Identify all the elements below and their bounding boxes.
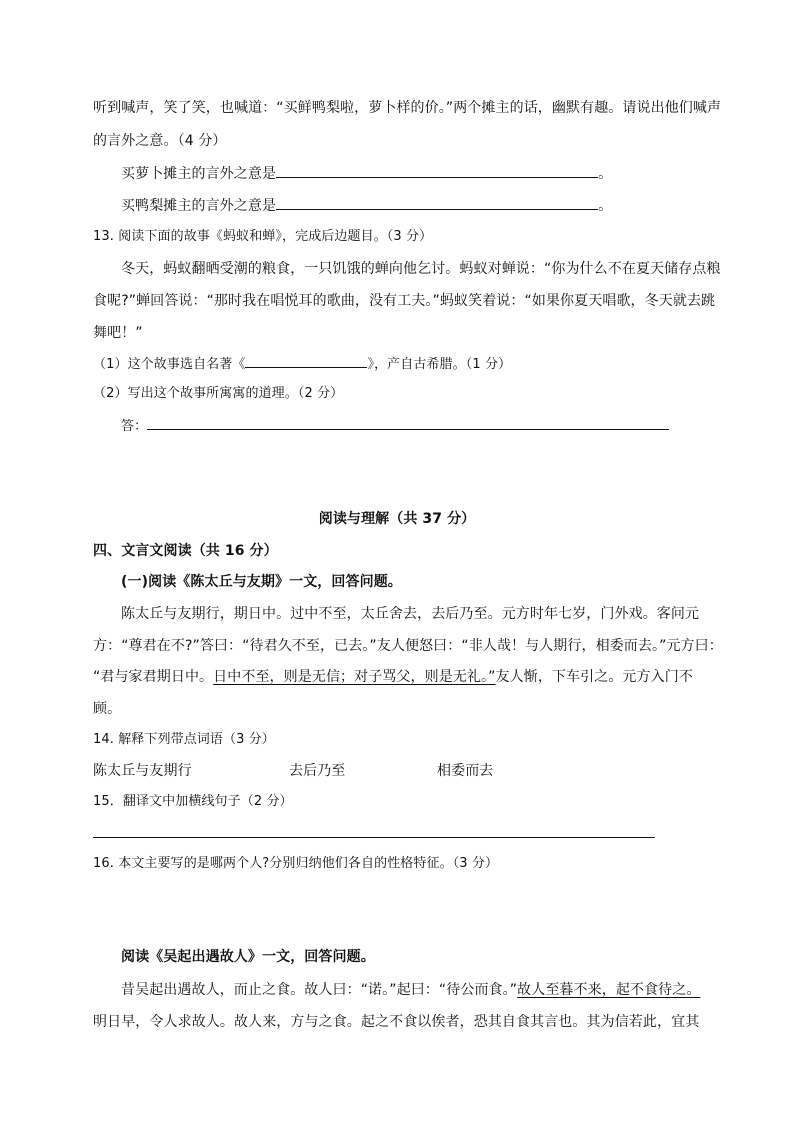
q13-sub-1-post: 》，产自古希腊。（1 分） <box>367 357 512 372</box>
passage-1-underlined-sentence: 日中不至，则是无信；对子骂父，则是无礼。” <box>213 669 496 685</box>
q13-answer-label: 答： <box>121 419 148 434</box>
passage-1-line-3 <box>93 667 693 687</box>
q12-answer-a-end: 。 <box>598 166 613 182</box>
q15-answer-line[interactable] <box>93 837 655 838</box>
passage-1-line-4: 顾。 <box>93 701 122 717</box>
q12-answer-a <box>121 163 612 184</box>
passage-2-line-1-pre: 昔吴起出遇故人，而止之食。故人曰：“诺。”起曰：“待公而食。” <box>121 982 518 998</box>
q12-answer-b-end: 。 <box>598 198 613 214</box>
q12-line-1: 听到喊声，笑了笑，也喊道：“买鲜鸭梨啦，萝卜样的价。”两个摊主的话，幽默有趣。请说出他们喊声 <box>93 100 722 116</box>
passage-1-line-1: 陈太丘与友期行，期日中。过中不至，太丘舍去，去后乃至。元方时年七岁，门外戏。客问元 <box>121 606 700 622</box>
passage-2-line-2: 明日早，令人求故人。故人来，方与之食。起之不食以俟者，恐其自食其言也。其为信若此，宜其 <box>93 1014 700 1030</box>
q16-heading: 16. 本文主要写的是哪两个人?分别归纳他们各自的性格特征。（3 分） <box>93 856 499 871</box>
q14-heading: 14. 解释下列带点词语（3 分） <box>93 732 275 747</box>
q15-heading: 15．翻译文中加横线句子（2 分） <box>93 794 293 809</box>
q12-answer-b-label: 买鸭梨摊主的言外之意是 <box>121 198 277 214</box>
q14-item-3: 相委而去 <box>437 763 494 779</box>
q13-story-line-1: 冬天，蚂蚁翻晒受潮的粮食，一只饥饿的蝉向他乞讨。蚂蚁对蝉说：“你为什么不在夏天储存点粮 <box>121 261 721 277</box>
q13-sub-1-blank[interactable] <box>245 353 367 368</box>
q13-heading: 13. 阅读下面的故事《蚂蚁和蝉》，完成后边题目。（3 分） <box>93 229 433 244</box>
q13-story-line-3: 舞吧！” <box>93 325 143 341</box>
passage-1-line-3-post: 友人惭，下车引之。元方入门不 <box>495 669 693 685</box>
q12-line-2: 的言外之意。（4 分） <box>93 133 227 149</box>
q14-item-2: 去后乃至 <box>289 763 346 779</box>
passage-1-line-2: 方：“尊君在不?”答曰：“待君久不至，已去。”友人便怒曰：“非人哉！与人期行，相委而去。”元方曰： <box>93 638 723 654</box>
passage-2-underlined-sentence: 故人至暮不来，起不食待之。 <box>517 982 701 998</box>
q13-sub-1 <box>93 353 511 375</box>
q12-answer-b-blank[interactable] <box>276 195 598 210</box>
q13-sub-2: （2）写出这个故事所寓寓的道理。（2 分） <box>93 386 344 401</box>
q14-items <box>93 761 493 781</box>
passage-1-line-3-pre: “君与家君期日中。 <box>93 669 214 685</box>
passage-2-heading: 阅读《吴起出遇故人》一文，回答问题。 <box>121 949 375 965</box>
part-4-heading: 四、文言文阅读（共 16 分） <box>93 543 278 559</box>
q13-answer-blank[interactable] <box>147 415 669 430</box>
q12-answer-a-blank[interactable] <box>276 163 598 178</box>
q12-answer-a-label: 买萝卜摊主的言外之意是 <box>121 166 277 182</box>
section-title: 阅读与理解（共 37 分） <box>318 511 476 527</box>
q13-sub-1-pre: （1）这个故事选自名著《 <box>93 357 246 372</box>
q13-story-line-2: 食呢?”蝉回答说：“那时我在唱悦耳的歌曲，没有工夫。”蚂蚁笑着说：“如果你夏天唱歌，冬天就去跳 <box>93 293 716 309</box>
passage-2-line-1 <box>121 980 700 1000</box>
q14-item-1: 陈太丘与友期行 <box>93 763 192 779</box>
part-4-1-heading: (一)阅读《陈太丘与友期》一文，回答问题。 <box>121 574 402 590</box>
q12-answer-b <box>121 195 612 216</box>
q13-answer <box>121 415 669 437</box>
